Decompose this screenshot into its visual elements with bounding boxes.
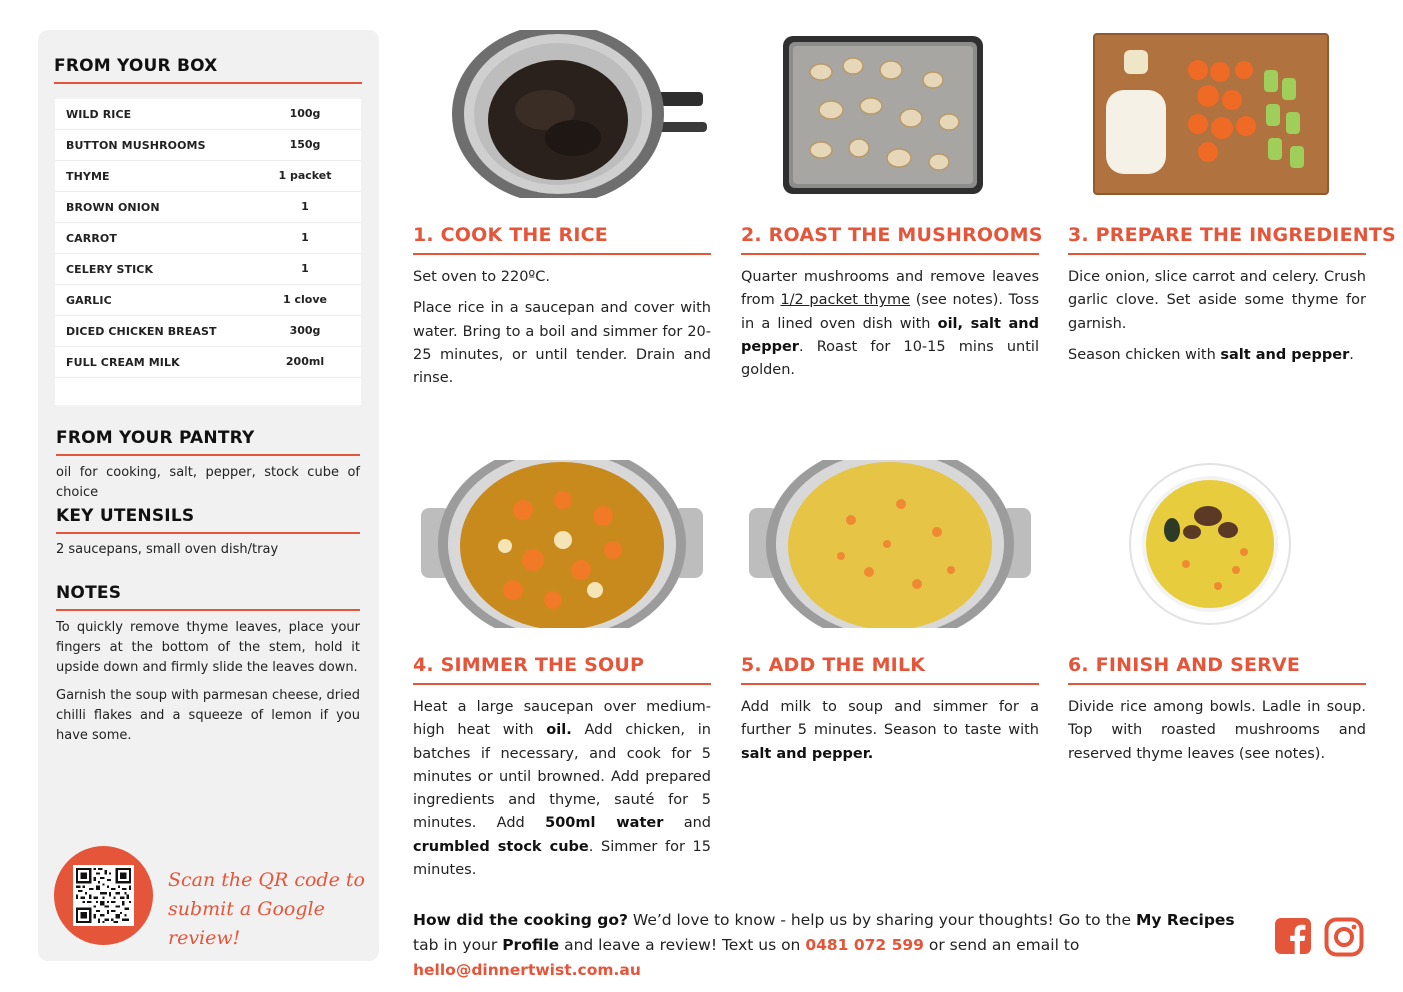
seasoning-emphasis: salt and pepper. (741, 745, 874, 762)
ingredient-row (55, 130, 361, 161)
step-3-text (1068, 266, 1366, 375)
step-5-text-part: Add milk to soup and simmer for a further 5 minutes. Season to taste with (741, 699, 1039, 739)
step-rule (1068, 253, 1366, 255)
ingredient-qty: 200ml (285, 355, 325, 368)
step-6-text (1068, 696, 1366, 774)
pantry-heading: FROM YOUR PANTRY (56, 428, 255, 448)
step-3-paragraph-2 (1068, 344, 1366, 367)
step-6-title: 6. FINISH AND SERVE (1068, 654, 1301, 676)
pantry-text: oil for cooking, salt, pepper, stock cube of choice (56, 465, 360, 500)
review-question: How did the cooking go? (413, 911, 628, 929)
step-rule (741, 683, 1039, 685)
step-2-text-part: (see notes). Toss in a lined oven dish with (741, 292, 1039, 332)
step-2-paragraph (741, 266, 1039, 382)
box-heading: FROM YOUR BOX (54, 56, 218, 76)
ingredient-qty: 1 packet (278, 169, 332, 182)
thyme-amount: 1/2 packet thyme (780, 292, 911, 309)
ingredient-qty: 1 (301, 200, 309, 213)
qr-code[interactable] (73, 865, 134, 926)
step-4-text-part: Add chicken, in batches if necessary, and cook for 5 minutes or until browned. Add prepared ingredients and thyme, sauté for 5 minutes. Add (413, 722, 711, 832)
step-2-text-part: . Roast for 10-15 mins until golden. (741, 338, 1039, 379)
ingredient-row (55, 285, 361, 316)
step-rule (741, 253, 1039, 255)
my-recipes-label: My Recipes (1135, 911, 1235, 929)
vegetables-photo (1068, 30, 1366, 198)
step-5-text (741, 696, 1039, 774)
ingredient-name: DICED CHICKEN BREAST (66, 325, 217, 338)
step-4-title: 4. SIMMER THE SOUP (413, 654, 645, 676)
phone-link[interactable]: 0481 072 599 (805, 936, 924, 954)
qr-caption-line-1: Scan the QR code to (168, 869, 365, 891)
step-3-paragraph-1: Dice onion, slice carrot and celery. Crush garlic clove. Set aside some thyme for garnish. (1068, 269, 1366, 332)
step-rule (413, 683, 711, 685)
ingredient-row (55, 192, 361, 223)
step-1-paragraph-1: Set oven to 220ºC. (413, 269, 550, 285)
ingredient-name: WILD RICE (66, 108, 132, 121)
heading-rule (56, 609, 360, 611)
ingredient-name: FULL CREAM MILK (66, 356, 180, 369)
rice-photo (413, 30, 711, 198)
serving-bowl-photo (1068, 460, 1366, 628)
step-4-text-part: Heat a large saucepan over medium-high heat with (413, 699, 711, 739)
footer-text: or send an email to (923, 936, 1080, 954)
step-rule (1068, 683, 1366, 685)
seasoning-emphasis: salt and pepper (1220, 346, 1350, 363)
ingredient-qty: 100g (289, 107, 321, 120)
step-2-text (741, 266, 1039, 390)
qr-badge[interactable] (54, 846, 153, 945)
step-2-title: 2. ROAST THE MUSHROOMS (741, 224, 1043, 246)
step-5-paragraph (741, 696, 1039, 766)
facebook-icon[interactable] (1274, 917, 1314, 957)
step-3-title: 3. PREPARE THE INGREDIENTS (1068, 224, 1396, 246)
step-4-text-part: and (663, 815, 712, 832)
step-4-text-part: . Simmer for 15 minutes. (413, 838, 711, 879)
ingredient-row (55, 347, 361, 378)
instagram-icon[interactable] (1324, 917, 1364, 957)
footer-text: tab in your (413, 936, 503, 954)
soup-pot-photo (413, 460, 711, 628)
heading-rule (54, 82, 362, 84)
ingredient-qty: 1 (301, 231, 309, 244)
ingredient-row (55, 161, 361, 192)
ingredient-row (55, 254, 361, 285)
ingredients-table (55, 99, 361, 405)
footer-text: and leave a review! Text us on (559, 936, 806, 954)
step-3-text-part: . (1349, 346, 1354, 363)
utensils-heading: KEY UTENSILS (56, 506, 195, 526)
step-5-title: 5. ADD THE MILK (741, 654, 926, 676)
step-3-text-part: Season chicken with (1068, 346, 1221, 363)
ingredient-name: BUTTON MUSHROOMS (66, 139, 206, 152)
ingredient-row (55, 223, 361, 254)
step-4-text (413, 696, 711, 890)
sidebar (38, 30, 379, 961)
ingredient-name: THYME (66, 170, 110, 183)
qr-caption-line-2: submit a Google review! (168, 898, 325, 949)
stock-emphasis: crumbled stock cube (413, 838, 589, 855)
seasoning-emphasis: oil, salt and pepper (741, 315, 1039, 355)
footer-text: We’d love to know - help us by sharing your thoughts! Go to the (627, 911, 1136, 929)
ingredient-name: BROWN ONION (66, 201, 160, 214)
step-1-paragraph-2: Place rice in a saucepan and cover with water. Bring to a boil and simmer for 20-25 minutes, or until tender. Drain and rinse. (413, 300, 711, 387)
ingredient-name: CELERY STICK (66, 263, 154, 276)
step-2-text-part: Quarter mushrooms and remove leaves from (741, 269, 1039, 309)
email-link[interactable]: hello@dinnertwist.com.au (413, 961, 641, 979)
ingredient-row (55, 316, 361, 347)
step-4-paragraph (413, 696, 711, 882)
ingredient-name: GARLIC (66, 294, 112, 307)
ingredient-qty: 150g (289, 138, 321, 151)
water-emphasis: 500ml water (545, 815, 664, 832)
ingredient-qty: 1 (301, 262, 309, 275)
notes-paragraph-2: Garnish the soup with parmesan cheese, dried chilli flakes and a squeeze of lemon if you have some. (56, 688, 360, 743)
qr-caption (168, 866, 368, 953)
step-6-paragraph: Divide rice among bowls. Ladle in soup. Top with roasted mushrooms and reserved thyme leaves (see notes). (1068, 699, 1366, 762)
ingredient-qty: 1 clove (283, 293, 327, 306)
heading-rule (56, 454, 360, 456)
step-1-title: 1. COOK THE RICE (413, 224, 608, 246)
step-1-text (413, 266, 711, 398)
milk-soup-photo (741, 460, 1039, 628)
ingredient-row (55, 99, 361, 130)
ingredient-name: CARROT (66, 232, 117, 245)
heading-rule (56, 532, 360, 534)
utensils-text: 2 saucepans, small oven dish/tray (56, 542, 279, 557)
oil-emphasis: oil. (546, 722, 572, 739)
notes-paragraph-1: To quickly remove thyme leaves, place your fingers at the bottom of the stem, hold it upside down and firmly slide the leaves down. (56, 620, 360, 675)
step-rule (413, 253, 711, 255)
notes-heading: NOTES (56, 583, 122, 603)
review-prompt (413, 908, 1263, 983)
mushrooms-photo (741, 30, 1039, 198)
ingredient-qty: 300g (289, 324, 321, 337)
profile-label: Profile (502, 936, 560, 954)
